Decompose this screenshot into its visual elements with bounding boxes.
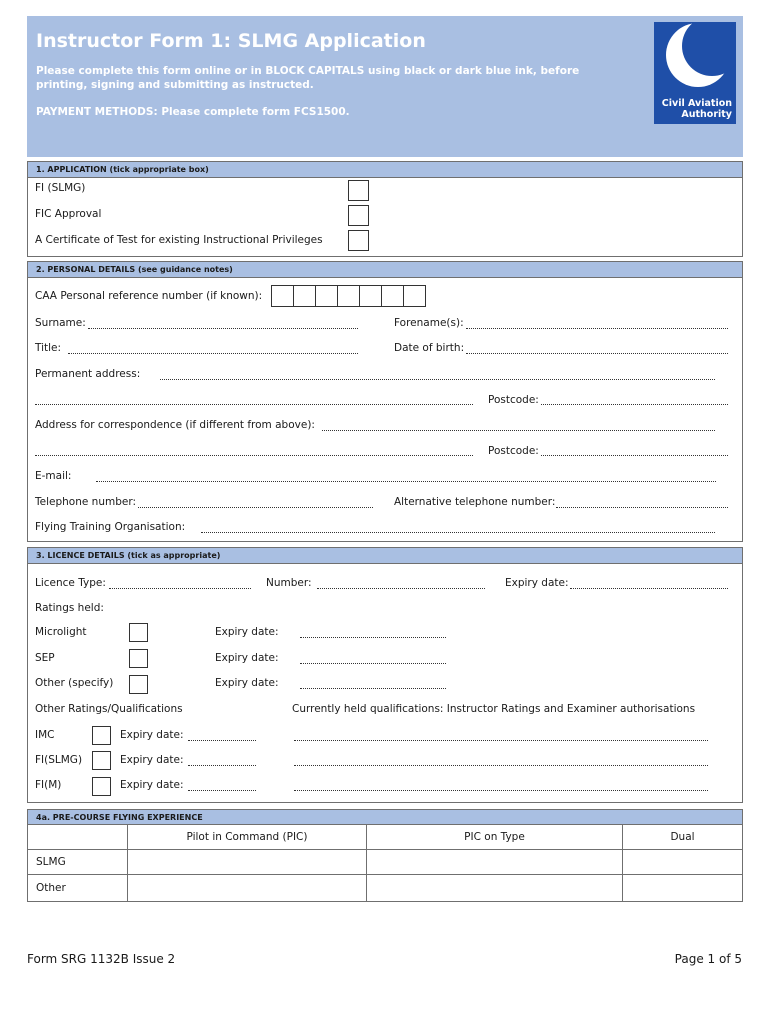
title-field[interactable] (68, 353, 358, 354)
correspondence-address-field-2[interactable] (35, 455, 473, 456)
permanent-address-field-1[interactable] (160, 379, 715, 380)
option-fi-slmg-label: FI (SLMG) (35, 182, 86, 194)
forenames-label: Forename(s): (394, 317, 464, 329)
fto-field[interactable] (201, 532, 715, 533)
other-rating-checkbox[interactable] (129, 675, 148, 694)
caa-ref-label: CAA Personal reference number (if known): (35, 290, 263, 302)
alt-telephone-label: Alternative telephone number: (394, 496, 556, 508)
qualification-line-1[interactable] (294, 740, 708, 741)
qual-fi-slmg-label: FI(SLMG) (35, 754, 83, 766)
application-heading: 1. APPLICATION (tick appropriate box) (28, 162, 742, 178)
column-pic-on-type: PIC on Type (367, 825, 623, 850)
caa-logo (654, 22, 736, 124)
page-number: Page 1 of 5 (674, 952, 742, 966)
ratings-held-label: Ratings held: (35, 602, 104, 614)
licence-number-label: Number: (266, 577, 312, 589)
sep-expiry-label: Expiry date: (215, 652, 279, 664)
microlight-expiry-field[interactable] (300, 637, 446, 638)
rating-other-label: Other (specify) (35, 677, 114, 689)
permanent-address-label: Permanent address: (35, 368, 141, 380)
other-pic-on-type-cell[interactable] (367, 875, 623, 902)
telephone-label: Telephone number: (35, 496, 136, 508)
licence-details-heading: 3. LICENCE DETAILS (tick as appropriate) (28, 548, 742, 564)
fi-m-checkbox[interactable] (92, 777, 111, 796)
certificate-of-test-checkbox[interactable] (348, 230, 369, 251)
slmg-pic-cell[interactable] (128, 850, 367, 875)
caa-ref-input[interactable] (271, 285, 426, 307)
option-fic-approval-label: FIC Approval (35, 208, 102, 220)
form-header (27, 16, 743, 157)
imc-checkbox[interactable] (92, 726, 111, 745)
licence-number-field[interactable] (317, 588, 485, 589)
imc-expiry-label: Expiry date: (120, 729, 184, 741)
slmg-pic-on-type-cell[interactable] (367, 850, 623, 875)
email-field[interactable] (96, 481, 716, 482)
fi-slmg-expiry-field[interactable] (188, 765, 256, 766)
postcode-label: Postcode: (488, 394, 539, 406)
email-label: E-mail: (35, 470, 72, 482)
qual-fi-m-label: FI(M) (35, 779, 62, 791)
logo-text-line-2: Authority (681, 109, 732, 120)
table-header-cell (28, 825, 128, 850)
licence-details-section (27, 547, 743, 803)
other-dual-cell[interactable] (623, 875, 743, 902)
imc-expiry-field[interactable] (188, 740, 256, 741)
instruction-line-1: Please complete this form online or in BLOCK CAPITALS using black or dark blue ink, before (36, 65, 580, 77)
form-title: Instructor Form 1: SLMG Application (36, 30, 426, 52)
correspondence-address-field-1[interactable] (322, 430, 715, 431)
other-expiry-label: Expiry date: (215, 677, 279, 689)
sep-expiry-field[interactable] (300, 663, 446, 664)
slmg-dual-cell[interactable] (623, 850, 743, 875)
surname-label: Surname: (35, 317, 86, 329)
currently-held-label: Currently held qualifications: Instructor Ratings and Examiner authorisations (292, 703, 696, 715)
personal-details-heading: 2. PERSONAL DETAILS (see guidance notes) (28, 262, 742, 278)
qual-imc-label: IMC (35, 729, 55, 741)
telephone-field[interactable] (138, 507, 373, 508)
postcode-field[interactable] (541, 404, 728, 405)
title-label: Title: (35, 342, 62, 354)
sep-checkbox[interactable] (129, 649, 148, 668)
licence-type-field[interactable] (109, 588, 251, 589)
microlight-checkbox[interactable] (129, 623, 148, 642)
alt-telephone-field[interactable] (556, 507, 728, 508)
dob-label: Date of birth: (394, 342, 465, 354)
qualification-line-3[interactable] (294, 790, 708, 791)
licence-expiry-field[interactable] (570, 588, 728, 589)
microlight-expiry-label: Expiry date: (215, 626, 279, 638)
rating-microlight-label: Microlight (35, 626, 87, 638)
flying-experience-heading: 4a. PRE-COURSE FLYING EXPERIENCE (28, 810, 743, 825)
personal-details-section (27, 261, 743, 542)
fto-label: Flying Training Organisation: (35, 521, 186, 533)
other-ratings-label: Other Ratings/Qualifications (35, 703, 183, 715)
payment-methods: PAYMENT METHODS: Please complete form FCS1500. (36, 106, 350, 118)
form-reference: Form SRG 1132B Issue 2 (27, 952, 176, 966)
fi-slmg-checkbox[interactable] (348, 180, 369, 201)
instruction-line-2: printing, signing and submitting as instructed. (36, 79, 314, 91)
column-dual: Dual (623, 825, 743, 850)
postcode-2-label: Postcode: (488, 445, 539, 457)
fi-slmg-expiry-label: Expiry date: (120, 754, 184, 766)
other-pic-cell[interactable] (128, 875, 367, 902)
dob-field[interactable] (466, 353, 728, 354)
rating-sep-label: SEP (35, 652, 55, 664)
fic-approval-checkbox[interactable] (348, 205, 369, 226)
postcode-2-field[interactable] (541, 455, 728, 456)
qual-fi-slmg-checkbox[interactable] (92, 751, 111, 770)
flying-experience-table (27, 809, 743, 902)
option-certificate-of-test-label: A Certificate of Test for existing Instructional Privileges (35, 234, 323, 246)
surname-field[interactable] (88, 328, 358, 329)
licence-expiry-label: Expiry date: (505, 577, 569, 589)
logo-text-line-1: Civil Aviation (661, 98, 732, 109)
application-section (27, 161, 743, 257)
fi-m-expiry-label: Expiry date: (120, 779, 184, 791)
fi-m-expiry-field[interactable] (188, 790, 256, 791)
correspondence-address-label: Address for correspondence (if different from above): (35, 419, 315, 431)
forenames-field[interactable] (466, 328, 728, 329)
qualification-line-2[interactable] (294, 765, 708, 766)
licence-type-label: Licence Type: (35, 577, 106, 589)
row-other-label: Other (28, 875, 128, 902)
column-pic: Pilot in Command (PIC) (128, 825, 367, 850)
other-expiry-field[interactable] (300, 688, 446, 689)
row-slmg-label: SLMG (28, 850, 128, 875)
permanent-address-field-2[interactable] (35, 404, 473, 405)
